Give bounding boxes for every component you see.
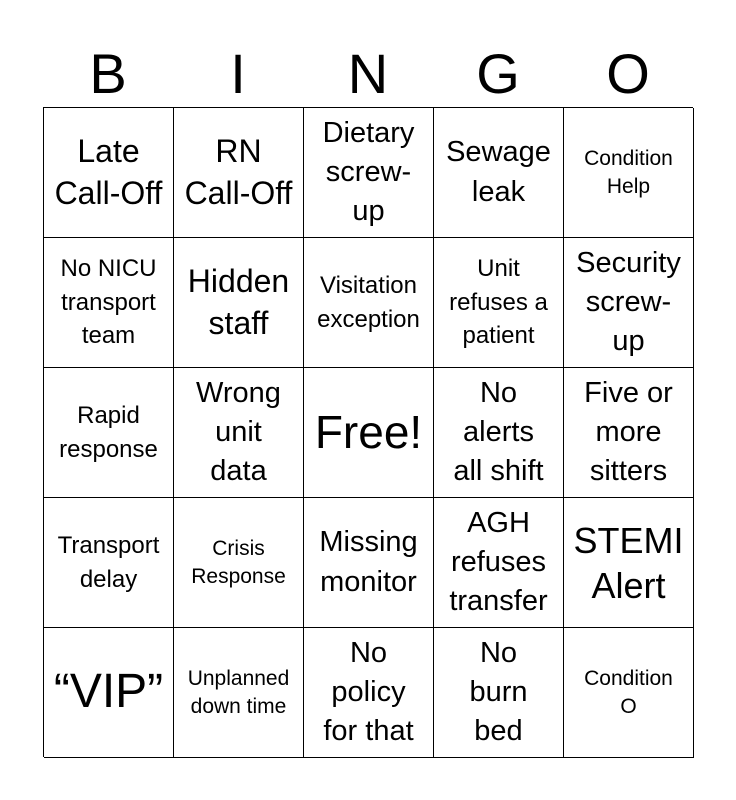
- bingo-header: [43, 40, 693, 108]
- cell-text: No policy for that: [323, 636, 414, 748]
- cell-text: Unplanned down time: [187, 667, 290, 718]
- cell-text: Security screw- up: [576, 246, 681, 358]
- bingo-cell-r1-c4[interactable]: [564, 238, 694, 368]
- cell-text: “VIP”: [53, 665, 164, 719]
- bingo-cell-r1-c3[interactable]: [434, 238, 564, 368]
- bingo-cell-r4-c3[interactable]: [434, 628, 564, 758]
- bingo-cell-r1-c1[interactable]: [174, 238, 304, 368]
- bingo-cell-r4-c0[interactable]: [44, 628, 174, 758]
- cell-text: Wrong unit data: [196, 376, 281, 488]
- bingo-cell-r0-c4[interactable]: [564, 108, 694, 238]
- bingo-cell-r2-c3[interactable]: [434, 368, 564, 498]
- bingo-cell-r4-c1[interactable]: [174, 628, 304, 758]
- header-letter-g: G: [476, 42, 520, 105]
- cell-text: Condition O: [584, 667, 673, 718]
- cell-text: Condition Help: [584, 147, 673, 198]
- bingo-cell-r3-c1[interactable]: [174, 498, 304, 628]
- cell-text: Transport delay: [57, 531, 160, 593]
- cell-text: Crisis Response: [191, 537, 286, 588]
- cell-text: Sewage leak: [446, 136, 551, 208]
- cell-text: Unit refuses a patient: [449, 255, 548, 350]
- cell-text: Hidden staff: [187, 262, 290, 341]
- bingo-cell-r4-c4[interactable]: [564, 628, 694, 758]
- cell-text: No alerts all shift: [453, 376, 544, 488]
- cell-text: No NICU transport team: [60, 255, 157, 350]
- bingo-cell-r2-c0[interactable]: [44, 368, 174, 498]
- cell-text: No burn bed: [469, 636, 528, 748]
- free-space-text: Free!: [314, 406, 423, 459]
- bingo-cell-r2-c1[interactable]: [174, 368, 304, 498]
- bingo-cell-r2-c4[interactable]: [564, 368, 694, 498]
- header-letter-i: I: [230, 42, 246, 105]
- bingo-cell-r1-c2[interactable]: [304, 238, 434, 368]
- cell-text: RN Call-Off: [184, 132, 293, 211]
- bingo-cell-r1-c0[interactable]: [44, 238, 174, 368]
- cell-text: Dietary screw- up: [322, 116, 415, 228]
- bingo-cell-r3-c4[interactable]: [564, 498, 694, 628]
- bingo-cell-r3-c0[interactable]: [44, 498, 174, 628]
- cell-text: Five or more sitters: [584, 376, 673, 488]
- cell-text: Rapid response: [59, 401, 158, 463]
- bingo-board: [43, 107, 693, 757]
- cell-text: Missing monitor: [319, 526, 418, 598]
- bingo-cell-r3-c2[interactable]: [304, 498, 434, 628]
- cell-text: AGH refuses transfer: [449, 506, 548, 618]
- cell-text: Late Call-Off: [54, 132, 163, 211]
- cell-text: Visitation exception: [317, 271, 420, 333]
- header-letter-b: B: [89, 42, 127, 105]
- bingo-cell-r0-c3[interactable]: [434, 108, 564, 238]
- cell-text: STEMI Alert: [573, 519, 684, 606]
- header-letter-o: O: [606, 42, 650, 105]
- bingo-cell-r0-c2[interactable]: [304, 108, 434, 238]
- bingo-cell-r3-c3[interactable]: [434, 498, 564, 628]
- header-letter-n: N: [347, 42, 389, 105]
- bingo-cell-r0-c0[interactable]: [44, 108, 174, 238]
- bingo-cell-r2-c2-free[interactable]: [304, 368, 434, 498]
- bingo-cell-r0-c1[interactable]: [174, 108, 304, 238]
- bingo-cell-r4-c2[interactable]: [304, 628, 434, 758]
